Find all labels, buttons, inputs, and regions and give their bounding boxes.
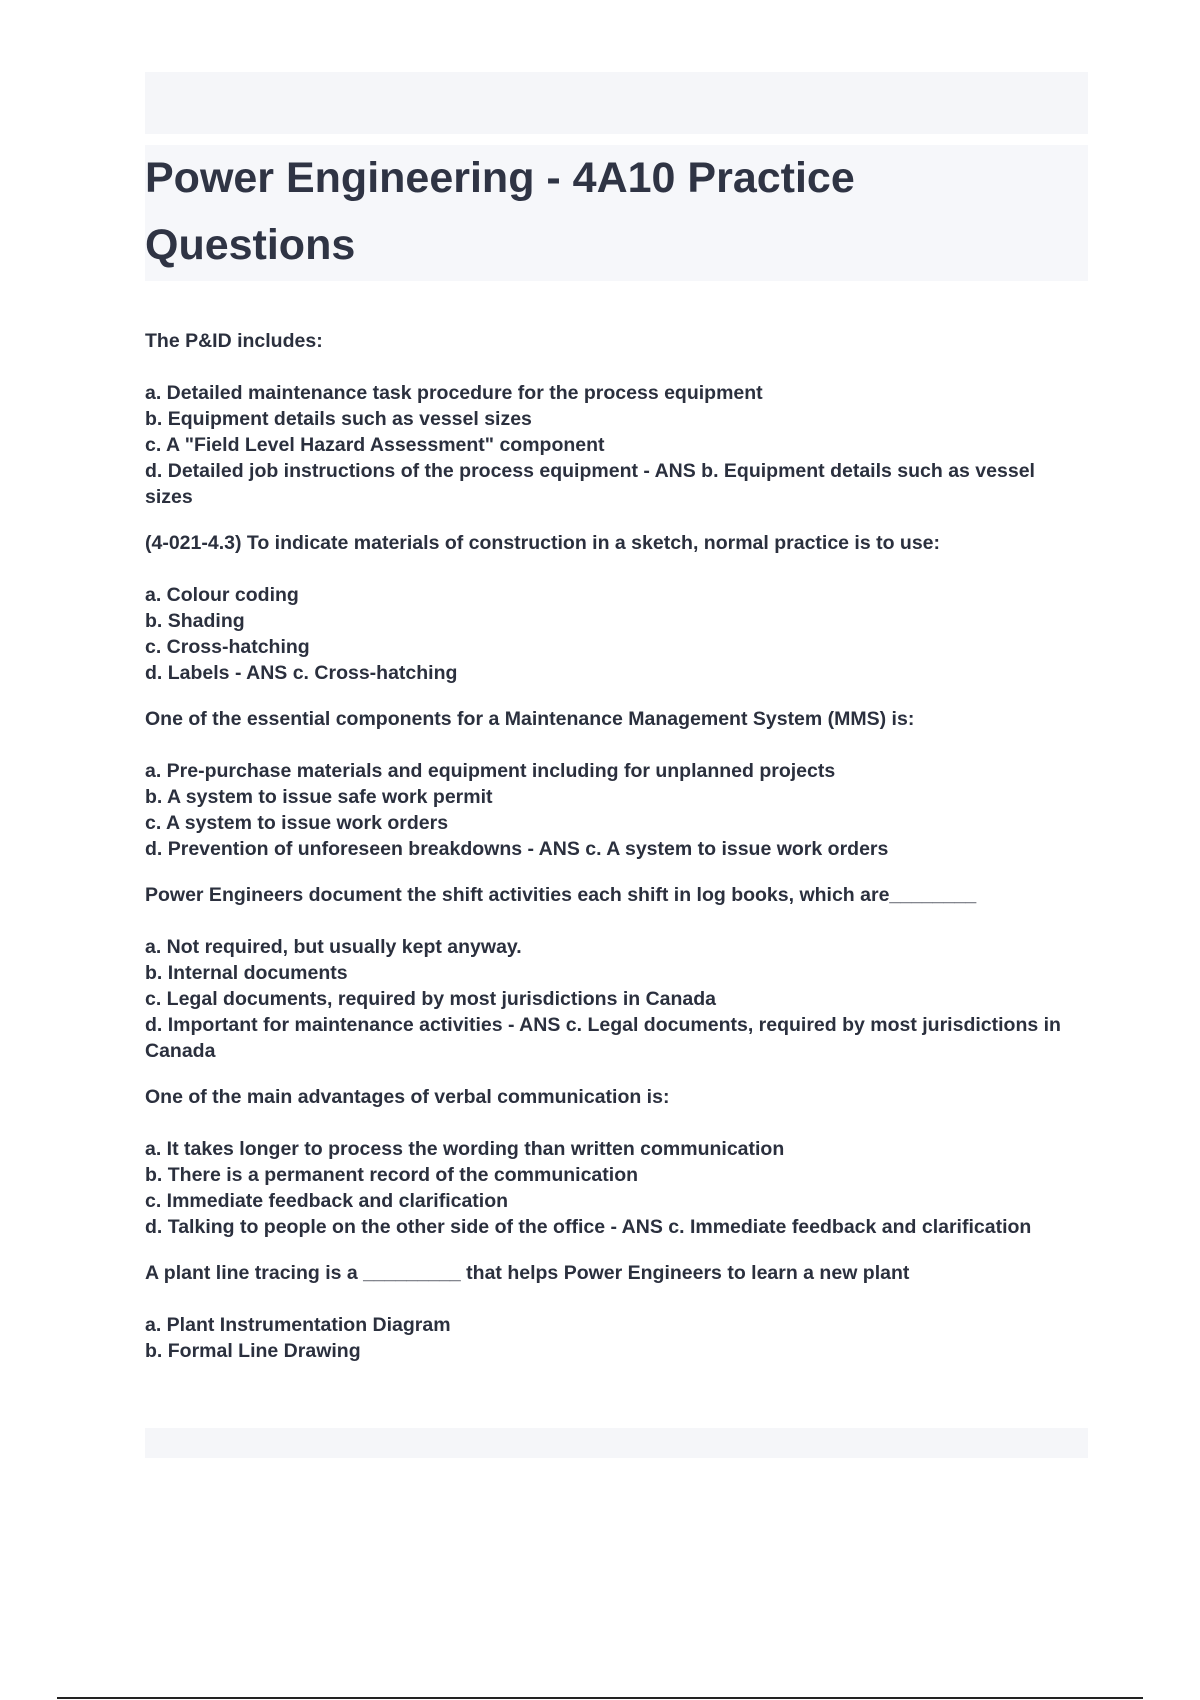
- answer-option: b. There is a permanent record of the communication: [145, 1164, 639, 1186]
- answer-option: a. Plant Instrumentation Diagram: [145, 1314, 451, 1336]
- answer-option: a. Colour coding: [145, 584, 299, 606]
- answer-option-with-key: d. Important for maintenance activities - ANS c. Legal documents, required by most jurisdictions in Canada: [145, 1014, 1061, 1062]
- answer-option: c. A "Field Level Hazard Assessment" component: [145, 434, 605, 456]
- answer-option: a. Not required, but usually kept anyway.: [145, 936, 522, 958]
- answer-option: a. It takes longer to process the wording than written communication: [145, 1138, 785, 1160]
- answer-option-with-key: d. Talking to people on the other side of the office - ANS c. Immediate feedback and clarification: [145, 1216, 1032, 1238]
- answer-option: c. Legal documents, required by most jurisdictions in Canada: [145, 988, 717, 1010]
- question-prompt: The P&ID includes:: [145, 330, 323, 352]
- answer-option: b. Shading: [145, 610, 245, 632]
- answer-option: b. Formal Line Drawing: [145, 1340, 361, 1362]
- question-prompt: A plant line tracing is a _________ that helps Power Engineers to learn a new plant: [145, 1262, 910, 1284]
- question-block: [145, 530, 1088, 686]
- answer-option-with-key: d. Detailed job instructions of the process equipment - ANS b. Equipment details such as vessel sizes: [145, 460, 1035, 508]
- document-title: Power Engineering - 4A10 Practice Questions: [145, 154, 855, 269]
- footer-band: [145, 1428, 1088, 1458]
- question-prompt: (4-021-4.3) To indicate materials of construction in a sketch, normal practice is to use:: [145, 532, 941, 554]
- answer-option: b. A system to issue safe work permit: [145, 786, 493, 808]
- question-block: [145, 706, 1088, 862]
- question-block: [145, 882, 1088, 1064]
- question-prompt: Power Engineers document the shift activities each shift in log books, which are________: [145, 884, 977, 906]
- answer-option: c. Immediate feedback and clarification: [145, 1190, 509, 1212]
- answer-option: c. A system to issue work orders: [145, 812, 449, 834]
- question-block: [145, 1260, 1088, 1364]
- answer-option: b. Internal documents: [145, 962, 348, 984]
- question-prompt: One of the main advantages of verbal communication is:: [145, 1086, 670, 1108]
- answer-option-with-key: d. Labels - ANS c. Cross-hatching: [145, 662, 458, 684]
- header-band: [145, 72, 1088, 134]
- answer-option-with-key: d. Prevention of unforeseen breakdowns - ANS c. A system to issue work orders: [145, 838, 889, 860]
- title-block: [145, 145, 1088, 281]
- answer-option: a. Pre-purchase materials and equipment including for unplanned projects: [145, 760, 836, 782]
- page-divider: [57, 1697, 1143, 1699]
- question-block: [145, 328, 1088, 510]
- answer-option: a. Detailed maintenance task procedure for the process equipment: [145, 382, 763, 404]
- question-prompt: One of the essential components for a Maintenance Management System (MMS) is:: [145, 708, 915, 730]
- answer-option: b. Equipment details such as vessel sizes: [145, 408, 532, 430]
- questions-list: [145, 328, 1088, 1384]
- question-block: [145, 1084, 1088, 1240]
- answer-option: c. Cross-hatching: [145, 636, 310, 658]
